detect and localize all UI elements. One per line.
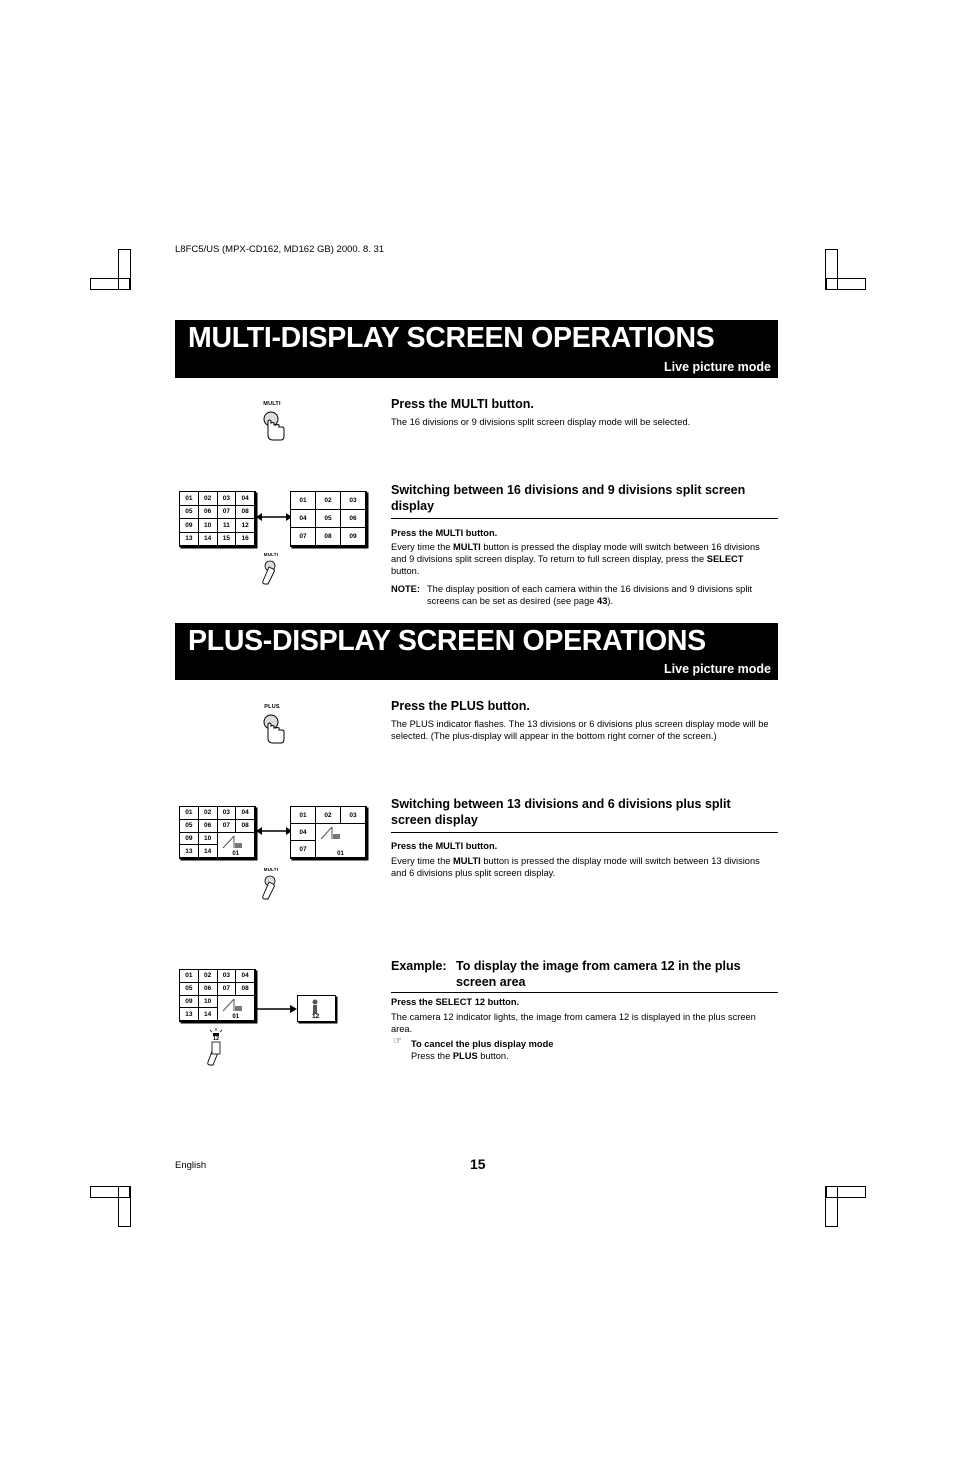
grid-cell: 13 <box>180 1008 199 1021</box>
multi-step2-text: Every time the MULTI button is pressed the display mode will switch between 16 divisions and 9 divisions split screen display. To return to full screen display, press the SELECT button. <box>391 542 760 576</box>
grid-cell: 15 <box>218 533 237 547</box>
grid-cell: 13 <box>180 533 199 547</box>
multi-button-small-label: MULTI <box>263 552 279 557</box>
plus-mode-label: Live picture mode <box>664 662 771 676</box>
grid-cell: 06 <box>341 510 366 528</box>
plus-area-camera-number: 12 <box>312 1013 320 1020</box>
multi-mode-label: Live picture mode <box>664 360 771 374</box>
cancel-title: To cancel the plus display mode <box>411 1039 554 1049</box>
plus-step1-text: The PLUS indicator flashes. The 13 divisions or 6 divisions plus screen display mode will be selected. (The plus-display will appear in the bottom right corner of the screen.) <box>391 719 769 741</box>
grid-cell: 07 <box>218 506 237 520</box>
grid-cell: 08 <box>316 528 341 546</box>
pointing-hand-icon: ☞ <box>393 1036 402 1047</box>
example-heading <box>391 958 771 990</box>
print-info: L8FC5/US (MPX-CD162, MD162 GB) 2000. 8. 31 <box>175 244 385 255</box>
grid-cell: 07 <box>291 528 316 546</box>
cancel-instruction: ☞ To cancel the plus display mode Press the PLUS button. <box>393 1036 554 1061</box>
multi-step2-note: NOTE: The display position of each camera within the 16 divisions and 9 divisions split screens can be set as desired (see page 43). <box>391 584 753 606</box>
grid-cell: 08 <box>236 820 255 833</box>
grid-cell: 10 <box>199 833 218 846</box>
multi-button-illustration <box>252 401 292 448</box>
multi-section-title: MULTI-DISPLAY SCREEN OPERATIONS <box>188 322 715 354</box>
grid-cell: 05 <box>316 510 341 528</box>
double-arrow-icon <box>256 826 292 836</box>
plus-step1-heading: Press the PLUS button. <box>391 699 530 713</box>
scene-icon <box>220 834 244 850</box>
example-text: The camera 12 indicator lights, the image from camera 12 is displayed in the plus screen area. <box>391 1012 756 1034</box>
indicator-light-icon <box>200 1028 230 1068</box>
plus-area-cell <box>218 833 256 859</box>
example-title: To display the image from camera 12 in the plus screen area <box>456 959 741 989</box>
grid-cell: 02 <box>199 492 218 506</box>
grid-cell: 09 <box>180 833 199 846</box>
grid-cell: 09 <box>180 519 199 533</box>
note-label: NOTE: <box>391 584 420 594</box>
double-arrow-icon <box>256 512 292 522</box>
plus-button-label: PLUS <box>264 704 280 710</box>
right-arrow-icon <box>257 1004 297 1014</box>
split-16-diagram <box>179 491 256 547</box>
plus-step2-subhead: Press the MULTI button. <box>391 841 498 851</box>
grid-cell: 10 <box>199 519 218 533</box>
split-13-diagram <box>179 806 256 859</box>
multi-button-small-illustration <box>251 867 291 907</box>
grid-cell: 11 <box>218 519 237 533</box>
grid-cell: 05 <box>180 506 199 520</box>
crop-mark-top-left-h <box>90 278 130 290</box>
plus-step2-rule <box>391 832 778 833</box>
grid-cell: 06 <box>199 983 218 996</box>
plus-button-illustration <box>252 704 292 751</box>
crop-mark-top-right-h <box>826 278 866 290</box>
grid-cell: 13 <box>180 845 199 858</box>
grid-cell: 16 <box>236 533 255 547</box>
plus-section-title: PLUS-DISPLAY SCREEN OPERATIONS <box>188 625 706 657</box>
example-split-13-diagram <box>179 969 256 1022</box>
plus-section-banner <box>175 623 778 680</box>
grid-cell: 03 <box>341 807 366 824</box>
grid-cell: 02 <box>316 807 341 824</box>
grid-cell: 14 <box>199 845 218 858</box>
grid-cell: 08 <box>236 983 255 996</box>
pressing-hand-icon <box>252 710 292 746</box>
multi-step2-rule <box>391 518 778 519</box>
plus-area-result <box>297 995 336 1022</box>
pressing-hand-icon <box>252 407 292 443</box>
select-12-button-label: 12 <box>213 1036 220 1042</box>
grid-cell: 01 <box>291 492 316 510</box>
plus-area-cell <box>218 996 256 1022</box>
crop-mark-bottom-left-v <box>118 1186 131 1227</box>
grid-cell: 09 <box>180 996 199 1009</box>
grid-cell: 01 <box>180 492 199 506</box>
grid-cell: 03 <box>218 807 237 820</box>
pressing-finger-icon <box>251 872 291 902</box>
plus-area-label: 01 <box>337 851 344 857</box>
grid-cell: 14 <box>199 1008 218 1021</box>
multi-step1-heading: Press the MULTI button. <box>391 397 534 411</box>
example-subhead: Press the SELECT 12 button. <box>391 997 520 1007</box>
page-number: 15 <box>470 1156 486 1172</box>
grid-cell: 03 <box>218 492 237 506</box>
plus-step2-text: Every time the MULTI button is pressed the display mode will switch between 13 divisions and 6 divisions plus split screen display. <box>391 856 760 878</box>
grid-cell: 03 <box>341 492 366 510</box>
grid-cell: 02 <box>199 807 218 820</box>
grid-cell: 14 <box>199 533 218 547</box>
example-label: Example: <box>391 959 447 973</box>
plus-area-cell <box>316 824 366 858</box>
example-rule <box>391 992 778 993</box>
grid-cell: 04 <box>236 807 255 820</box>
grid-cell: 01 <box>180 970 199 983</box>
grid-cell: 04 <box>291 824 316 841</box>
grid-cell: 12 <box>236 519 255 533</box>
grid-cell: 10 <box>199 996 218 1009</box>
scene-icon <box>318 825 342 841</box>
multi-button-small-label: MULTI <box>263 867 279 872</box>
multi-button-small-illustration <box>251 552 291 592</box>
grid-cell: 04 <box>236 492 255 506</box>
grid-cell: 08 <box>236 506 255 520</box>
grid-cell: 02 <box>316 492 341 510</box>
grid-cell: 07 <box>218 820 237 833</box>
grid-cell: 03 <box>218 970 237 983</box>
select-12-button-illustration <box>200 1028 240 1073</box>
multi-section-banner <box>175 320 778 378</box>
multi-step2-heading: Switching between 16 divisions and 9 divisions split screen display <box>391 483 746 513</box>
plus-area-label: 01 <box>232 851 240 857</box>
grid-cell: 04 <box>236 970 255 983</box>
grid-cell: 06 <box>199 820 218 833</box>
plus-area-label: 01 <box>232 1014 240 1020</box>
grid-cell: 01 <box>291 807 316 824</box>
grid-cell: 01 <box>180 807 199 820</box>
split-6-diagram <box>290 806 367 859</box>
grid-cell: 05 <box>180 983 199 996</box>
grid-cell: 07 <box>218 983 237 996</box>
multi-step1-text: The 16 divisions or 9 divisions split screen display mode will be selected. <box>391 417 691 427</box>
plus-step2-heading: Switching between 13 divisions and 6 divisions plus split screen display <box>391 797 731 827</box>
split-9-diagram <box>290 491 367 547</box>
grid-cell: 04 <box>291 510 316 528</box>
multi-button-label: MULTI <box>263 401 281 407</box>
grid-cell: 05 <box>180 820 199 833</box>
footer-language: English <box>175 1160 207 1171</box>
grid-cell: 06 <box>199 506 218 520</box>
crop-mark-bottom-right-v <box>825 1186 838 1227</box>
scene-icon <box>220 997 244 1013</box>
pressing-finger-icon <box>251 557 291 587</box>
grid-cell: 09 <box>341 528 366 546</box>
grid-cell: 02 <box>199 970 218 983</box>
multi-step2-subhead: Press the MULTI button. <box>391 528 498 538</box>
grid-cell: 07 <box>291 841 316 858</box>
